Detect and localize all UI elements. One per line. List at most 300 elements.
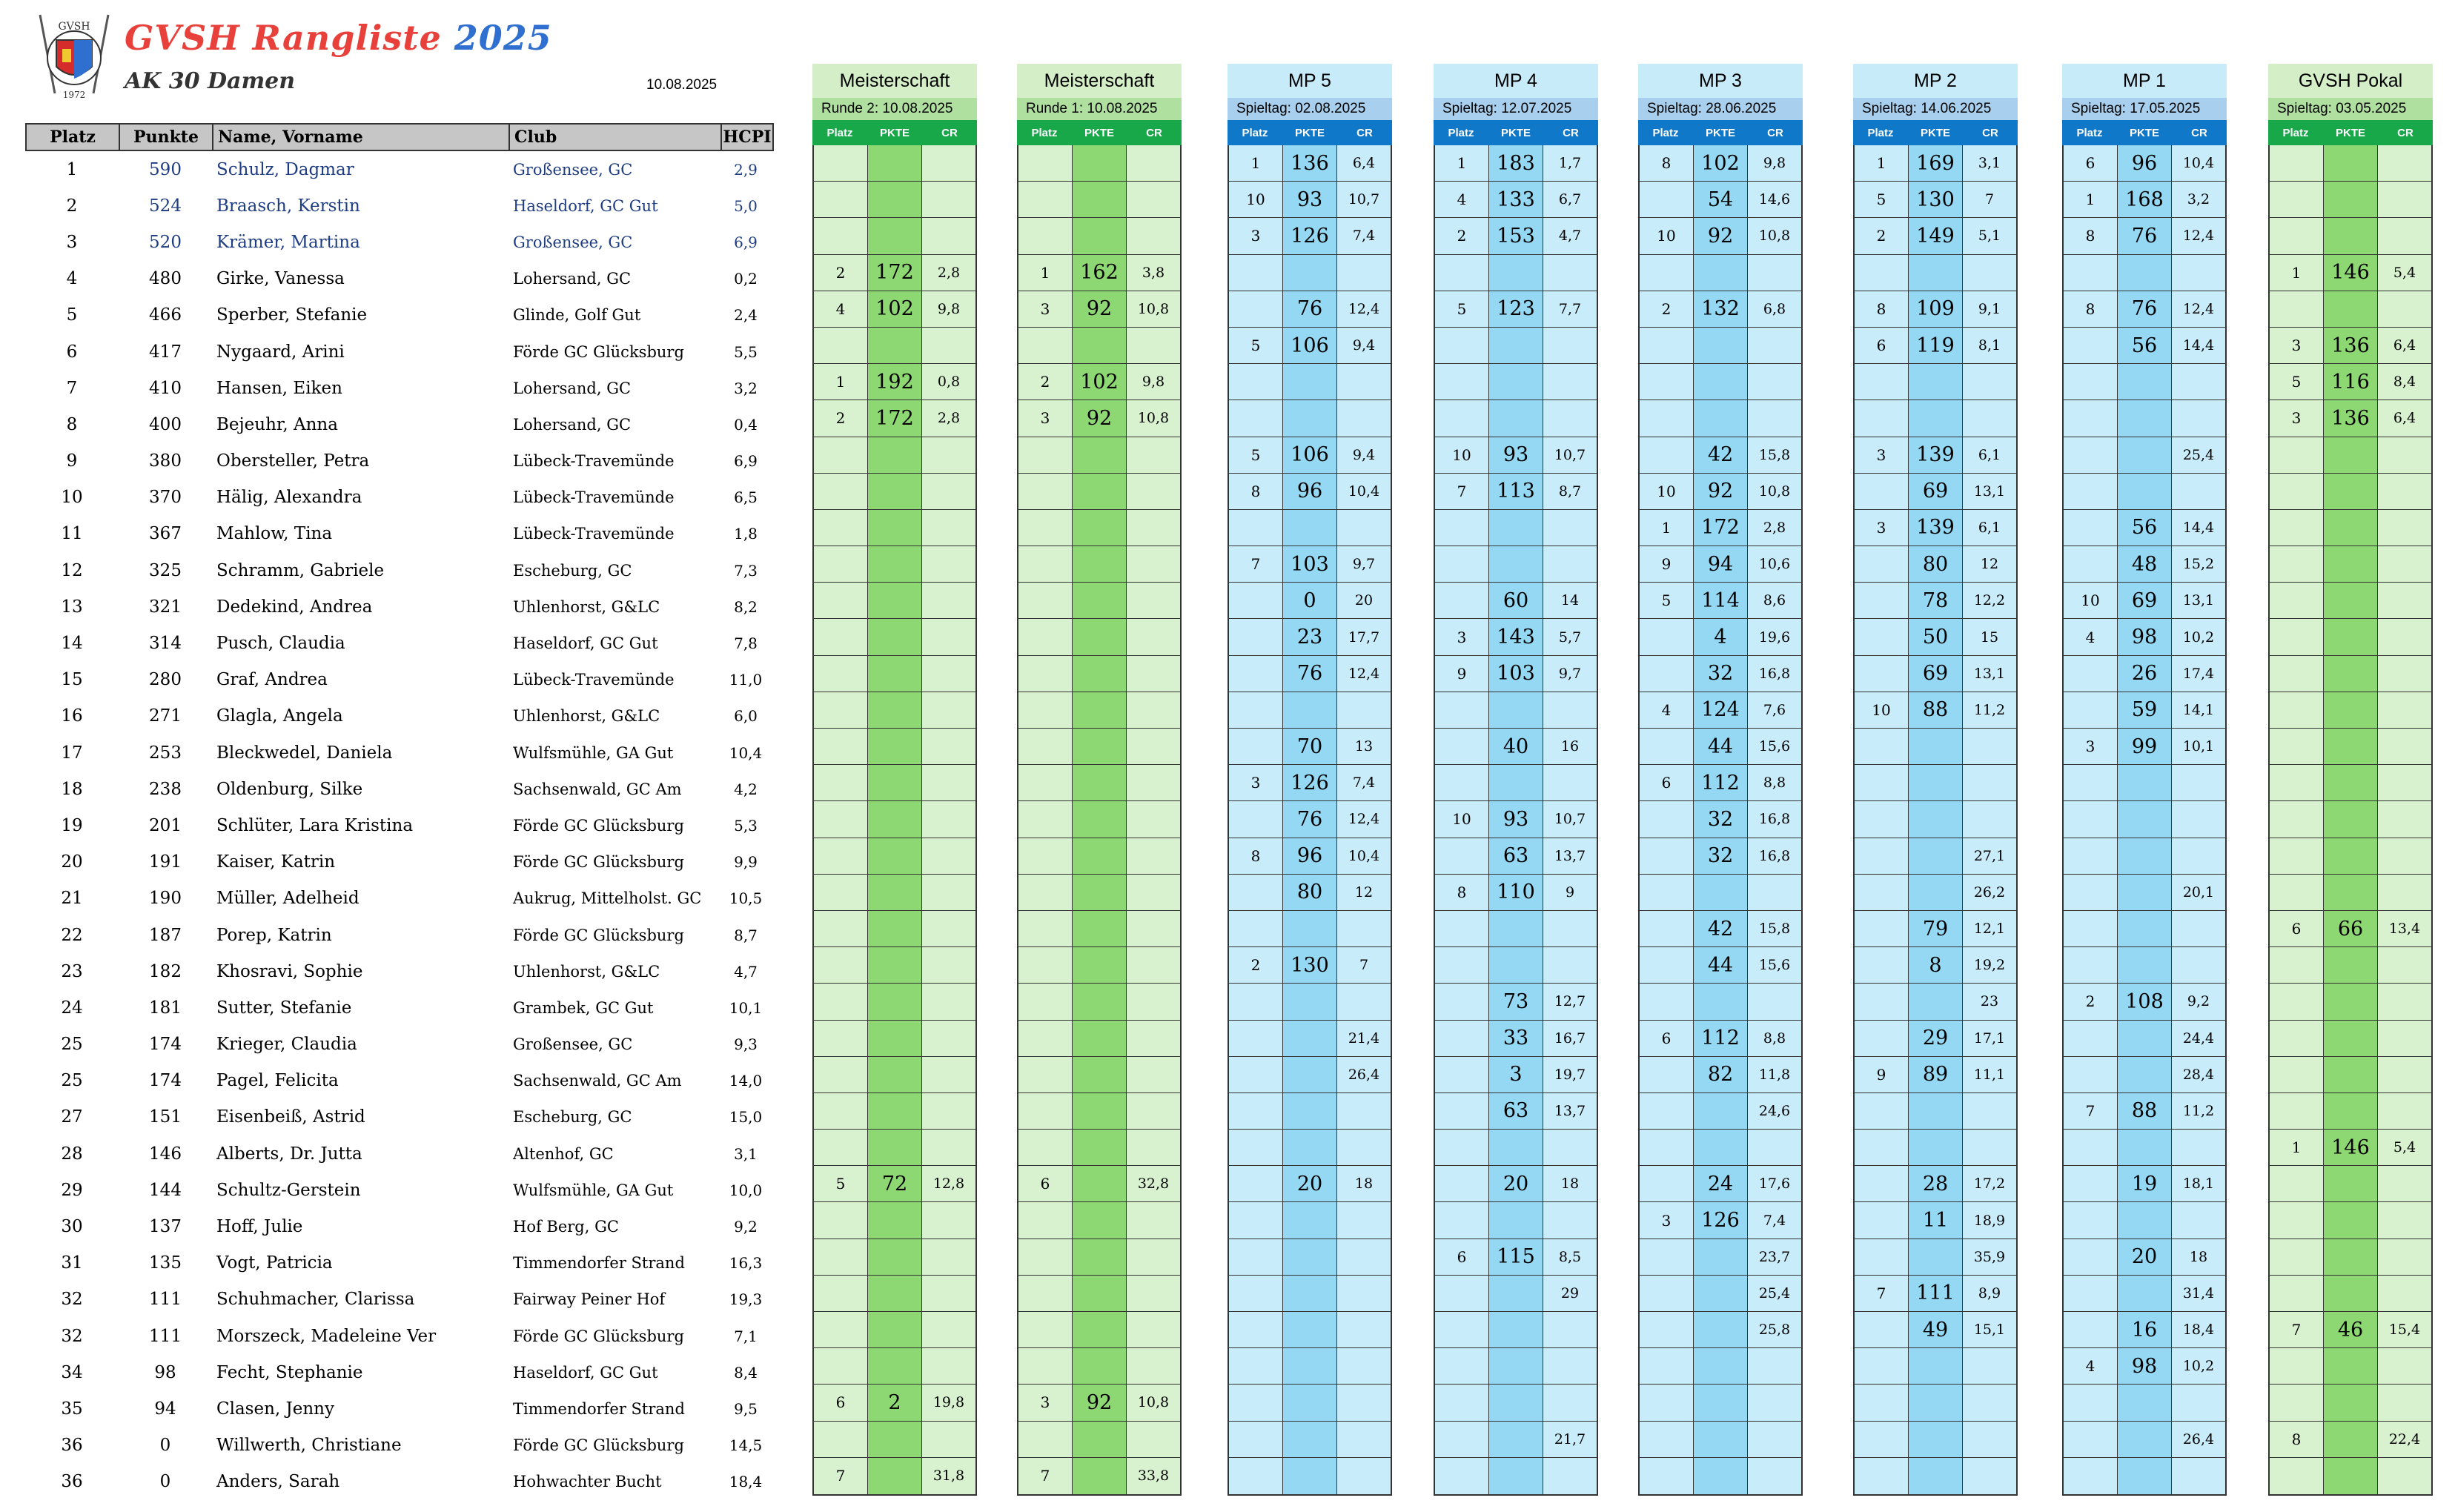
panel-cell-cr (2172, 911, 2225, 946)
panel-cell-platz (1435, 1276, 1489, 1311)
cell-punkte: 271 (149, 706, 182, 726)
cell-hcpi: 10,4 (729, 743, 763, 762)
panel-cell-cr (1543, 328, 1597, 363)
panel-row (814, 801, 975, 838)
panel-cell-platz: 4 (2064, 1348, 2118, 1384)
panel-cell-cr: 9,4 (1337, 437, 1391, 473)
cell-punkte: 466 (149, 305, 182, 325)
panel-row (1229, 984, 1391, 1020)
panel-cell-platz: 4 (1435, 182, 1489, 217)
panel-cell-cr (1337, 1422, 1391, 1457)
table-row (25, 844, 774, 881)
panel-row (1018, 947, 1180, 984)
panel-row (814, 1312, 975, 1348)
panel-row (2064, 1348, 2225, 1385)
cell-hcpi: 8,2 (734, 597, 758, 616)
panel-cell-platz (1855, 729, 1909, 764)
panel-cell-cr: 18,4 (2172, 1312, 2225, 1347)
panel-row (1855, 1130, 2016, 1166)
panel-cell-pkte (1489, 1385, 1543, 1420)
panel-cell-cr: 4,7 (1543, 218, 1597, 253)
panel-row (1435, 1239, 1597, 1276)
table-row (25, 989, 774, 1026)
panel-column-header: Platz (826, 126, 853, 139)
cell-platz: 28 (61, 1144, 83, 1164)
panel-mp3 (1638, 64, 1803, 1496)
cell-club: Glinde, Golf Gut (513, 306, 641, 325)
panel-cell-pkte: 20 (2118, 1239, 2172, 1275)
panel-cell-platz: 1 (1229, 145, 1283, 181)
panel-row (1855, 1166, 2016, 1202)
panel-row (2064, 1021, 2225, 1057)
panel-cell-platz (1018, 474, 1073, 509)
panel-cell-pkte (1073, 474, 1127, 509)
panel-cell-platz (1435, 510, 1489, 546)
panel-cell-platz: 7 (1435, 474, 1489, 509)
panel-cell-platz (1018, 984, 1073, 1019)
panel-cell-pkte (1489, 1276, 1543, 1311)
panel-row (2270, 729, 2431, 765)
panel-cell-platz: 6 (1435, 1239, 1489, 1275)
panel-cell-pkte (2324, 1348, 2378, 1384)
panel-cell-platz: 5 (2270, 364, 2324, 399)
title-main: GVSH Rangliste (125, 18, 442, 58)
cell-punkte: 201 (149, 815, 182, 835)
panel-row (1855, 145, 2016, 182)
panel-cell-cr (1543, 692, 1597, 728)
panel-cell-cr: 2,8 (922, 400, 975, 436)
panel-row (1855, 838, 2016, 875)
panel-cell-cr: 17,2 (1963, 1166, 2016, 1201)
panel-row (814, 328, 975, 364)
cell-name: Girke, Vanessa (216, 269, 345, 289)
panel-cell-platz (1435, 765, 1489, 800)
panel-cell-pkte (1073, 1312, 1127, 1347)
panel-cell-platz: 8 (2270, 1422, 2324, 1457)
panel-row (1640, 474, 1801, 510)
table-row (25, 370, 774, 406)
panel-cell-pkte (2118, 1202, 2172, 1238)
panel-cell-pkte: 103 (1489, 656, 1543, 692)
panel-cell-pkte: 112 (1694, 1021, 1748, 1056)
panel-cell-cr: 6,4 (2378, 400, 2431, 436)
panel-cell-platz (2064, 437, 2118, 473)
panel-row (1640, 583, 1801, 619)
svg-text:GVSH: GVSH (58, 21, 90, 33)
panel-cell-pkte (2324, 729, 2378, 764)
panel-cell-platz (1229, 1458, 1283, 1494)
panel-cell-cr: 16,8 (1748, 801, 1801, 837)
panel-cell-platz (2270, 765, 2324, 800)
panel-row (814, 1458, 975, 1494)
cell-platz: 23 (61, 961, 83, 981)
panel-cell-cr (1963, 1348, 2016, 1384)
panel-cell-platz (814, 619, 868, 654)
panel-cell-pkte (1909, 838, 1963, 874)
panel-cell-pkte (1283, 1057, 1337, 1092)
panel-row (1435, 1385, 1597, 1421)
panel-cell-pkte: 92 (1694, 474, 1748, 509)
panel-cell-cr (2378, 1239, 2431, 1275)
panel-cell-platz (1018, 1093, 1073, 1129)
panel-cell-cr (2378, 218, 2431, 253)
panel-cell-platz (1640, 729, 1694, 764)
panel-cell-pkte (868, 546, 922, 582)
panel-cell-platz (1018, 583, 1073, 618)
panel-row (1640, 729, 1801, 765)
panel-row (1435, 656, 1597, 692)
panel-row (1018, 291, 1180, 328)
panel-cell-pkte (1283, 1202, 1337, 1238)
cell-club: Förde GC Glücksburg (513, 816, 684, 835)
panel-cell-pkte (868, 474, 922, 509)
panel-cell-platz (1229, 1021, 1283, 1056)
panel-cell-pkte: 28 (1909, 1166, 1963, 1201)
panel-cell-platz (2270, 1057, 2324, 1092)
panel-cell-pkte: 126 (1694, 1202, 1748, 1238)
panel-cell-platz (814, 984, 868, 1019)
panel-cell-platz (1018, 911, 1073, 946)
cell-platz: 18 (61, 779, 83, 799)
panel-cell-pkte: 93 (1489, 801, 1543, 837)
panel-cell-pkte: 69 (1909, 474, 1963, 509)
panel-column-header: Platz (1242, 126, 1268, 139)
panel-cell-cr: 10,7 (1543, 437, 1597, 473)
cell-platz: 12 (61, 560, 83, 580)
panel-cell-pkte (1489, 1458, 1543, 1494)
cell-platz: 29 (61, 1180, 83, 1200)
panel-cell-platz (1640, 400, 1694, 436)
panel-row (1855, 801, 2016, 838)
panel-row (814, 1166, 975, 1202)
panel-cell-platz (814, 801, 868, 837)
cell-hcpi: 9,5 (734, 1399, 758, 1418)
panel-cell-platz: 6 (1640, 1021, 1694, 1056)
panel-row (2270, 1166, 2431, 1202)
panel-cell-platz (1855, 911, 1909, 946)
cell-name: Alberts, Dr. Jutta (216, 1144, 362, 1164)
panel-cell-cr: 10,6 (1748, 546, 1801, 582)
panel-cell-pkte (1694, 1385, 1748, 1420)
panel-cell-cr (1127, 692, 1180, 728)
panel-cell-cr (2378, 692, 2431, 728)
table-row (25, 807, 774, 843)
panel-body (1434, 145, 1598, 1496)
cell-name: Morszeck, Madeleine Ver (216, 1326, 437, 1346)
panel-cell-cr: 10,8 (1127, 1385, 1180, 1420)
panel-cell-platz (1018, 838, 1073, 874)
panel-cell-pkte (2118, 911, 2172, 946)
cell-punkte: 174 (149, 1035, 182, 1055)
panel-cell-cr (1127, 619, 1180, 654)
panel-row (1435, 145, 1597, 182)
panel-cell-cr (1337, 984, 1391, 1019)
panel-cell-platz (1855, 875, 1909, 910)
panel-cell-pkte (868, 729, 922, 764)
panel-cell-pkte (2118, 1422, 2172, 1457)
panel-cell-cr: 3,2 (2172, 182, 2225, 217)
panel-cell-cr: 1,7 (1543, 145, 1597, 181)
cell-punkte: 238 (149, 779, 182, 799)
panel-cell-cr: 3,8 (1127, 255, 1180, 291)
panel-cell-cr (1127, 1021, 1180, 1056)
panel-cell-cr: 25,4 (2172, 437, 2225, 473)
panel-cell-cr: 8,1 (1963, 328, 2016, 363)
cell-club: Förde GC Glücksburg (513, 853, 684, 872)
panel-cell-pkte: 49 (1909, 1312, 1963, 1347)
panel-cell-cr (2378, 1021, 2431, 1056)
panel-cell-pkte (1073, 1422, 1127, 1457)
cell-punkte: 480 (149, 269, 182, 289)
panel-row (1640, 984, 1801, 1020)
panel-cell-platz (2270, 182, 2324, 217)
cell-platz: 30 (61, 1217, 83, 1237)
cell-platz: 22 (61, 925, 83, 945)
panel-cell-cr: 15 (1963, 619, 2016, 654)
cell-punkte: 410 (149, 378, 182, 398)
cell-name: Hoff, Julie (216, 1217, 303, 1237)
panel-cell-pkte: 70 (1283, 729, 1337, 764)
panel-cell-cr (922, 656, 975, 692)
panel-cell-pkte: 109 (1909, 291, 1963, 327)
panel-mp2 (1853, 64, 2018, 1496)
panel-cell-cr (2378, 1166, 2431, 1201)
panel-cell-pkte: 103 (1283, 546, 1337, 582)
panel-row (2064, 947, 2225, 984)
panel-cell-platz (1855, 583, 1909, 618)
panel-cell-platz (2064, 328, 2118, 363)
panel-row (1229, 1422, 1391, 1458)
panel-cell-platz: 10 (1229, 182, 1283, 217)
panel-row (1435, 510, 1597, 546)
panel-row (2064, 218, 2225, 254)
panel-cell-platz (1640, 911, 1694, 946)
panel-cell-platz: 8 (1229, 838, 1283, 874)
panel-row (2270, 1057, 2431, 1093)
panel-row (2064, 875, 2225, 911)
panel-cell-cr: 17,7 (1337, 619, 1391, 654)
panel-cell-cr: 23,7 (1748, 1239, 1801, 1275)
cell-platz: 19 (61, 815, 83, 835)
cell-hcpi: 0,2 (734, 270, 758, 288)
panel-cell-platz (814, 583, 868, 618)
panel-cell-pkte (868, 1239, 922, 1275)
club-logo-icon (30, 10, 119, 107)
panel-row (1435, 947, 1597, 984)
panel-cell-platz (1855, 546, 1909, 582)
panel-row (2064, 1422, 2225, 1458)
panel-cell-platz: 6 (1640, 765, 1694, 800)
panel-cell-cr (922, 437, 975, 473)
panel-column-header: Platz (1448, 126, 1474, 139)
panel-cell-pkte: 4 (1694, 619, 1748, 654)
panel-cell-platz (2270, 619, 2324, 654)
panel-cell-pkte (868, 145, 922, 181)
panel-row (814, 1422, 975, 1458)
panel-cell-cr (2378, 947, 2431, 983)
panel-cell-cr: 15,4 (2378, 1312, 2431, 1347)
panel-cell-platz: 3 (2270, 400, 2324, 436)
panel-cell-cr: 7 (1337, 947, 1391, 983)
panel-cell-pkte (2324, 510, 2378, 546)
panel-title: MP 5 (1228, 64, 1392, 98)
panel-cell-platz: 5 (1435, 291, 1489, 327)
panel-cell-cr: 10,8 (1127, 400, 1180, 436)
cell-platz: 36 (61, 1436, 83, 1456)
panel-cell-platz (2064, 364, 2118, 399)
table-row (25, 881, 774, 917)
panel-row (814, 1057, 975, 1093)
panel-cell-pkte: 102 (868, 291, 922, 327)
panel-cell-pkte: 92 (1073, 400, 1127, 436)
panel-cell-pkte: 172 (1694, 510, 1748, 546)
panel-cell-platz (814, 838, 868, 874)
panel-cell-pkte: 20 (1489, 1166, 1543, 1201)
panel-cell-pkte (1283, 911, 1337, 946)
panel-cell-pkte (868, 1276, 922, 1311)
panel-cell-pkte (2118, 400, 2172, 436)
panel-row (2270, 875, 2431, 911)
panel-cell-platz (2270, 838, 2324, 874)
panel-cell-platz: 6 (1018, 1166, 1073, 1201)
cell-punkte: 181 (149, 998, 182, 1018)
panel-row (1855, 364, 2016, 400)
panel-cell-cr: 10,2 (2172, 1348, 2225, 1384)
panel-row (1229, 1458, 1391, 1494)
table-row (25, 1172, 774, 1208)
panel-cell-cr (1337, 1276, 1391, 1311)
panel-cell-platz (2064, 1202, 2118, 1238)
cell-club: Großensee, GC (513, 1035, 633, 1054)
panel-row (2270, 1312, 2431, 1348)
panel-cell-cr: 19,7 (1543, 1057, 1597, 1092)
panel-row (1640, 947, 1801, 984)
panel-cell-pkte: 69 (1909, 656, 1963, 692)
panel-cell-cr (1543, 364, 1597, 399)
cell-platz: 6 (66, 342, 78, 362)
panel-cell-cr: 7,7 (1543, 291, 1597, 327)
panel-cell-pkte (2118, 255, 2172, 291)
panel-cell-pkte: 26 (2118, 656, 2172, 692)
table-row (25, 1027, 774, 1063)
cell-name: Graf, Andrea (216, 670, 328, 690)
panel-cell-pkte (2324, 656, 2378, 692)
panel-cell-platz (1229, 729, 1283, 764)
panel-title: MP 3 (1638, 64, 1803, 98)
panel-subtitle: Spieltag: 28.06.2025 (1638, 98, 1803, 120)
panel-row (2064, 1458, 2225, 1494)
panel-cell-pkte: 102 (1694, 145, 1748, 181)
panel-cell-cr (2378, 1276, 2431, 1311)
panel-row (1855, 984, 2016, 1020)
cell-punkte: 111 (149, 1290, 182, 1310)
panel-cell-cr (1963, 400, 2016, 436)
cell-name: Bejeuhr, Anna (216, 414, 338, 434)
panel-cell-pkte: 56 (2118, 510, 2172, 546)
panel-cell-platz (1018, 656, 1073, 692)
panel-cell-cr: 6,1 (1963, 510, 2016, 546)
panel-cell-platz (1855, 1202, 1909, 1238)
panel-cell-cr (1127, 437, 1180, 473)
panel-cell-platz (2064, 1130, 2118, 1165)
panel-row (2270, 474, 2431, 510)
panel-cell-cr (1127, 1057, 1180, 1092)
panel-cell-cr (922, 1239, 975, 1275)
cell-hcpi: 4,7 (734, 962, 758, 981)
panel-cell-cr: 14,4 (2172, 510, 2225, 546)
table-row (25, 224, 774, 260)
panel-cell-cr: 7,4 (1337, 765, 1391, 800)
panel-cell-pkte (1283, 1130, 1337, 1165)
panel-cell-cr: 20,1 (2172, 875, 2225, 910)
panel-cell-cr: 7,6 (1748, 692, 1801, 728)
panel-row (1435, 437, 1597, 474)
page-subtitle: AK 30 Damen (125, 68, 296, 94)
cell-punkte: 524 (149, 196, 182, 216)
panel-cell-cr: 32,8 (1127, 1166, 1180, 1201)
panel-cell-cr (1963, 1422, 2016, 1457)
panel-cell-cr: 6,7 (1543, 182, 1597, 217)
panel-cell-platz (1640, 801, 1694, 837)
panel-cell-cr: 6,4 (1337, 145, 1391, 181)
panel-row (1229, 145, 1391, 182)
panel-row (1018, 583, 1180, 619)
panel-cell-platz (1018, 801, 1073, 837)
cell-name: Müller, Adelheid (216, 889, 360, 909)
panel-cell-platz: 3 (1435, 619, 1489, 654)
panel-cell-cr (922, 1422, 975, 1457)
panel-cell-platz (814, 692, 868, 728)
panel-cell-cr (922, 765, 975, 800)
panel-cell-cr: 10,7 (1543, 801, 1597, 837)
panel-cell-pkte (2324, 218, 2378, 253)
panel-cell-platz: 10 (1435, 801, 1489, 837)
panel-row (1435, 474, 1597, 510)
cell-punkte: 325 (149, 560, 182, 580)
panel-cell-pkte (2324, 838, 2378, 874)
panel-row (2064, 729, 2225, 765)
cell-punkte: 590 (149, 159, 182, 179)
panel-cell-pkte: 114 (1694, 583, 1748, 618)
panel-cell-pkte: 2 (868, 1385, 922, 1420)
panel-cell-pkte (1283, 1239, 1337, 1275)
cell-name: Sperber, Stefanie (216, 305, 368, 325)
panel-title: GVSH Pokal (2268, 64, 2433, 98)
panel-cell-pkte: 93 (1489, 437, 1543, 473)
panel-row (1640, 255, 1801, 291)
panel-cell-pkte: 16 (2118, 1312, 2172, 1347)
panel-cell-platz (1018, 1057, 1073, 1092)
panel-cell-platz: 8 (2064, 218, 2118, 253)
panel-body (1228, 145, 1392, 1496)
panel-cell-cr (2378, 656, 2431, 692)
panel-cell-pkte (2324, 1093, 2378, 1129)
panel-cell-pkte: 56 (2118, 328, 2172, 363)
panel-row (814, 1130, 975, 1166)
table-row (25, 1428, 774, 1464)
panel-cell-cr (1127, 218, 1180, 253)
panel-cell-platz (814, 474, 868, 509)
panel-cell-platz (1018, 947, 1073, 983)
panel-cell-pkte (1283, 1276, 1337, 1311)
table-row (25, 1354, 774, 1390)
cell-hcpi: 3,1 (734, 1144, 758, 1163)
panel-cell-cr (2378, 1093, 2431, 1129)
panel-row (1018, 1166, 1180, 1202)
panel-cell-cr (922, 1312, 975, 1347)
panel-cell-pkte: 123 (1489, 291, 1543, 327)
panel-cell-cr: 10,8 (1748, 474, 1801, 509)
